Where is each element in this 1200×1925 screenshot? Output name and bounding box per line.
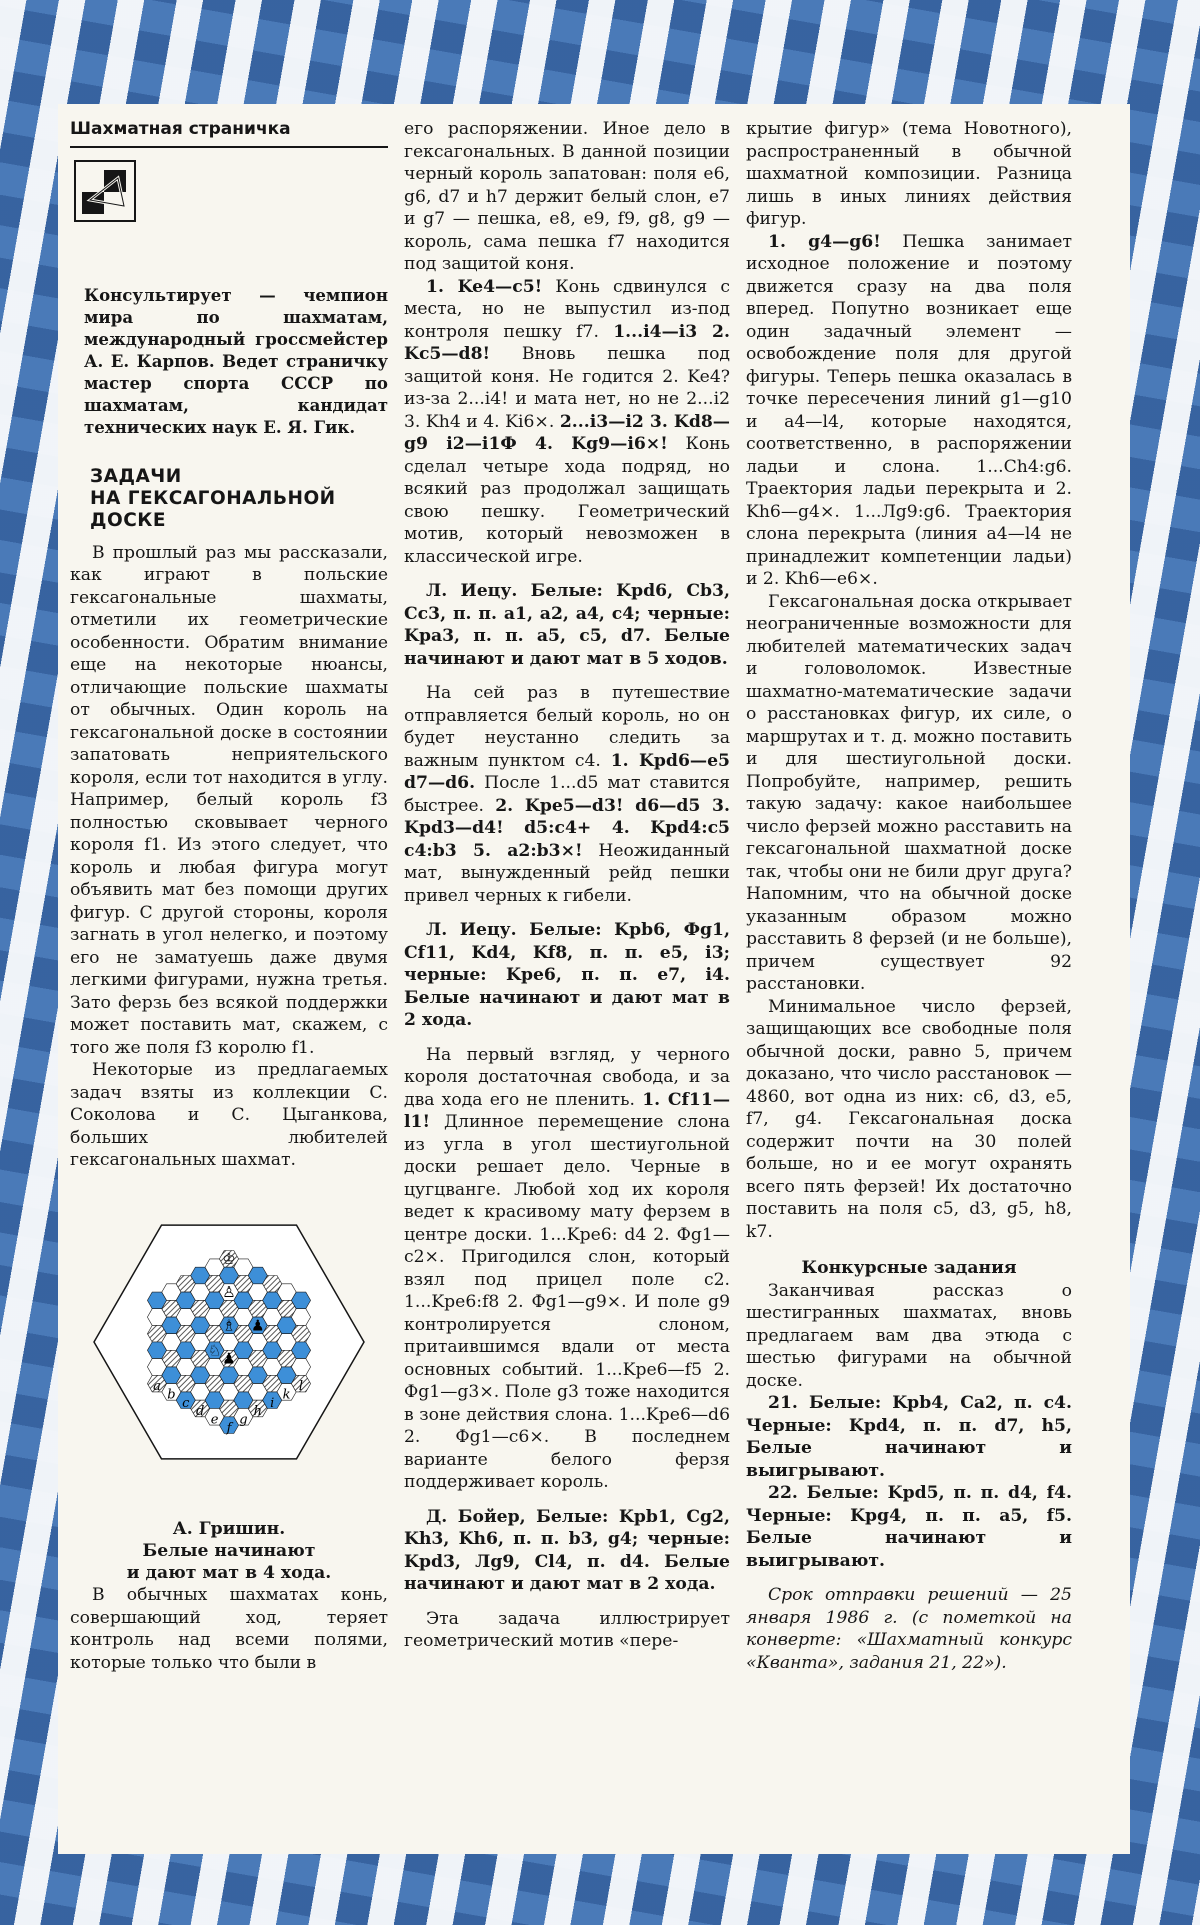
problem-3-statement: Л. Иецу. Белые: Kpb6, Фg1, Cf11, Kd4, Kf8, п. п. e5, i3; черные: Kpe6, п. п. e7, i4. Белые начинают и дают мат в 2 хода. xyxy=(404,920,730,1030)
chess-piece-icon: ♘ xyxy=(207,1340,222,1359)
board-file-label: i xyxy=(270,1395,275,1411)
col3-paragraph-4: Минимальное число ферзей, защищающих все свободные поля обычной доски, равно 5, причем доказано, что число расстановок — 4860, вот одна из них: c6, d3, e5, f7, g4. Гексагональная доска содержит почти на 30 полей больше, но и ее могут охранять всего пять ферзей! Их достаточно поставить на поля c5, d3, g5, h8, k7. xyxy=(746,996,1072,1242)
col2-solution-4: Эта задача иллюстрирует геометрический мотив «пере- xyxy=(404,1608,730,1651)
deadline-note: Срок отправки решений — 25 января 1986 г. (с пометкой на конверте: «Шахматный конкурс «Кванта», задания 21, 22»). xyxy=(746,1585,1072,1673)
consultant-note: Консультирует — чемпион мира по шахматам, международный гроссмейстер А. Е. Карпов. Ведет страничку мастер спорта СССР по шахматам, кандидат технических наук Е. Я. Гик. xyxy=(84,284,388,437)
board-file-label: k xyxy=(282,1387,291,1402)
chess-piece-icon: ♔ xyxy=(222,1249,236,1268)
col3-paragraph-3: Гексагональная доска открывает неограниченные возможности для любителей математических задач и головоломок. Известные шахматно-математические задачи о расстановках фигур, их силе, о маршрутах и т. д. можно поставить и для шестиугольной доски. Попробуйте, например, решить такую задачу: какое наибольшее число ферзей можно расставить на гексагональной шахматной доске так, чтобы они не били друг друга? Напомним, что на обычной доске указанным образом можно расставить 8 ферзей (и не больше), причем существует 92 расстановки. xyxy=(746,591,1072,994)
col2-solution-3: На первый взгляд, у черного короля достаточная свобода, и за два хода его не пленить. 1. Cf11—l1! Длинное перемещение слона из угла в угол шестиугольной доски решает дело. Черные в цугцванге. Любой ход их короля ведет к красивому мату ферзем в центре доски. 1...Kpe6: d4 2. Фg1—c2×. Пригодился слон, который взял под прицел поле c2. 1...Kpe6:f8 2. Фg1—g9×. И поле g9 контролируется слоном, притаившимся вдали от места основных событий. 1...Kpe6—f5 2. Фg1—g3×. Поле g3 тоже находится в зоне действия слона. 1...Kpe6—d6 2. Фg1—c6×. В последнем варианте белого ферзя поддерживает король. xyxy=(404,1044,731,1492)
chess-piece-icon: ♟ xyxy=(222,1349,236,1368)
contest-task-22: 22. Белые: Kpd5, п. п. d4, f4. Черные: Kpg4, п. п. a5, f5. Белые начинают и выигрывают. xyxy=(746,1483,1072,1571)
intro-paragraph-1: В прошлый раз мы рассказали, как играют в польские гексагональные шахматы, отметили их геометрические особенности. Обратим внимание еще на некоторые нюансы, отличающие польские шахматы от обычных. Один король на гексагональной доске в состоянии запатовать неприятельского короля, если тот находится в углу. Например, белый король f3 полностью сковывает черного короля f1. Из этого следует, что король и любая фигура могут объявить мат без помощи других фигур. С другой стороны, короля загнать в угол нелегко, и поэтому его не заматуешь даже двумя легкими фигурами, нужна третья. Зато ферзь без всякой поддержки может поставить мат, скажем, с того же поля f3 королю f1. xyxy=(70,542,388,1058)
board-file-label: b xyxy=(167,1387,176,1402)
column-3 xyxy=(746,118,1072,1844)
chess-page-logo-icon xyxy=(74,160,136,222)
contest-intro: Заканчивая рассказ о шестигранных шахматах, вновь предлагаем вам два этюда с шестью фигурами на обычной доске. xyxy=(746,1280,1072,1391)
board-file-label: c xyxy=(182,1395,190,1411)
col2-paragraph-1: его распоряжении. Иное дело в гексагональных. В данной позиции черный король запатован: поля e6, g6, d7 и h7 держит белый слон, e7 и g7 — пешка, e8, e9, f9, g8, g9 — король, сама пешка f7 находится под защитой коня. xyxy=(404,119,730,274)
problem-4-statement: Д. Бойер, Белые: Kpb1, Cg2, Kh3, Kh6, п. п. b3, g4; черные: Kpd3, Лg9, Cl4, п. d4. Белые начинают и дают мат в 2 хода. xyxy=(404,1506,730,1594)
column-1 xyxy=(70,118,388,1844)
contest-task-21: 21. Белые: Kpb4, Ca2, п. c4. Черные: Kpd4, п. п. d7, h5, Белые начинают и выигрывают. xyxy=(746,1393,1072,1481)
col3-paragraph-1: крытие фигур» (тема Новотного), распространенный в обычной шахматной композиции. Разница лишь в иных линиях действия фигур. xyxy=(746,119,1072,229)
board-file-label: g xyxy=(239,1412,248,1427)
col2-solution-2: На сей раз в путешествие отправляется белый король, но он будет неустанно следить за важным пунктом c4. 1. Kpd6—e5 d7—d6. После 1...d5 мат ставится быстрее. 2. Kpe5—d3! d6—d5 3. Kpd3—d4! d5:c4+ 4. Kpd4:c5 c4:b3 5. a2:b3×! Неожиданный мат, вынужденный рейд пешки привел черных к гибели. xyxy=(404,683,731,906)
board-file-label: f xyxy=(226,1420,232,1436)
col3-solution: 1. g4—g6! Пешка занимает исходное положение и поэтому движется сразу на два поля вперед. Попутно возникает еще один задачный элемент — освобождение поля для другой фигуры. Теперь пешка оказалась в точке пересечения линий g1—g10 и a4—l4, которые находятся, соответственно, в распоряжении ладьи и слона. 1...Ch4:g6. Траектория ладьи перекрыта и 2. Kh6—g4×. 1...Лg9:g6. Траектория слона перекрыта (линия a4—l4 не принадлежит компетенции ладьи) и 2. Kh6—e6×. xyxy=(746,231,1072,589)
board-file-label: a xyxy=(153,1378,161,1394)
chess-piece-icon: ♟ xyxy=(251,1315,265,1334)
intro-paragraph-2: Некоторые из предлагаемых задач взяты из коллекции С. Соколова и С. Цыганкова, больших любителей гексагональных шахмат. xyxy=(70,1060,388,1170)
article-page xyxy=(58,104,1130,1854)
problem-2-statement: Л. Иецу. Белые: Kpd6, Cb3, Cc3, п. п. a1, a2, a4, c4; черные: Kpa3, п. п. a5, c5, d7. Белые начинают и дают мат в 5 ходов. xyxy=(404,581,730,669)
contest-title: Конкурсные задания xyxy=(801,1258,1017,1278)
chess-piece-icon: ♙ xyxy=(222,1282,236,1301)
col2-solution-1: 1. Ke4—c5! Конь сдвинулся с места, но не выпустил из-под контроля пешку f7. 1...i4—i3 2. Kc5—d8! Вновь пешка под защитой коня. Не годится 2. Ke4? из-за 2...i4! и мата нет, но не 2...i2 3. Kh4 и 4. Ki6×. 2...i3—i2 3. Kd8—g9 i2—i1Ф 4. Kg9—i6×! Конь сделал четыре хода подряд, но всякий раз продолжал защищать свою пешку. Геометрический мотив, который невозможен в классической игре. xyxy=(404,276,730,567)
chess-piece-icon: ♗ xyxy=(222,1315,236,1334)
section-label: Шахматная страничка xyxy=(70,118,388,148)
board-file-label: d xyxy=(196,1403,205,1419)
column-1-tail: В обычных шахматах конь, совершающий ход, теряет контроль над всеми полями, которые только что были в xyxy=(70,1585,388,1673)
article-title: ЗАДАЧИ НА ГЕКСАГОНАЛЬНОЙ ДОСКЕ xyxy=(90,465,336,531)
column-2 xyxy=(404,118,730,1844)
diagram-caption: А. Гришин. Белые начинают и дают мат в 4 хода. xyxy=(126,1519,332,1583)
hexagonal-board-diagram xyxy=(70,1202,388,1509)
board-file-label: h xyxy=(253,1403,262,1419)
board-file-label: l xyxy=(298,1378,304,1394)
board-file-label: e xyxy=(210,1412,219,1427)
